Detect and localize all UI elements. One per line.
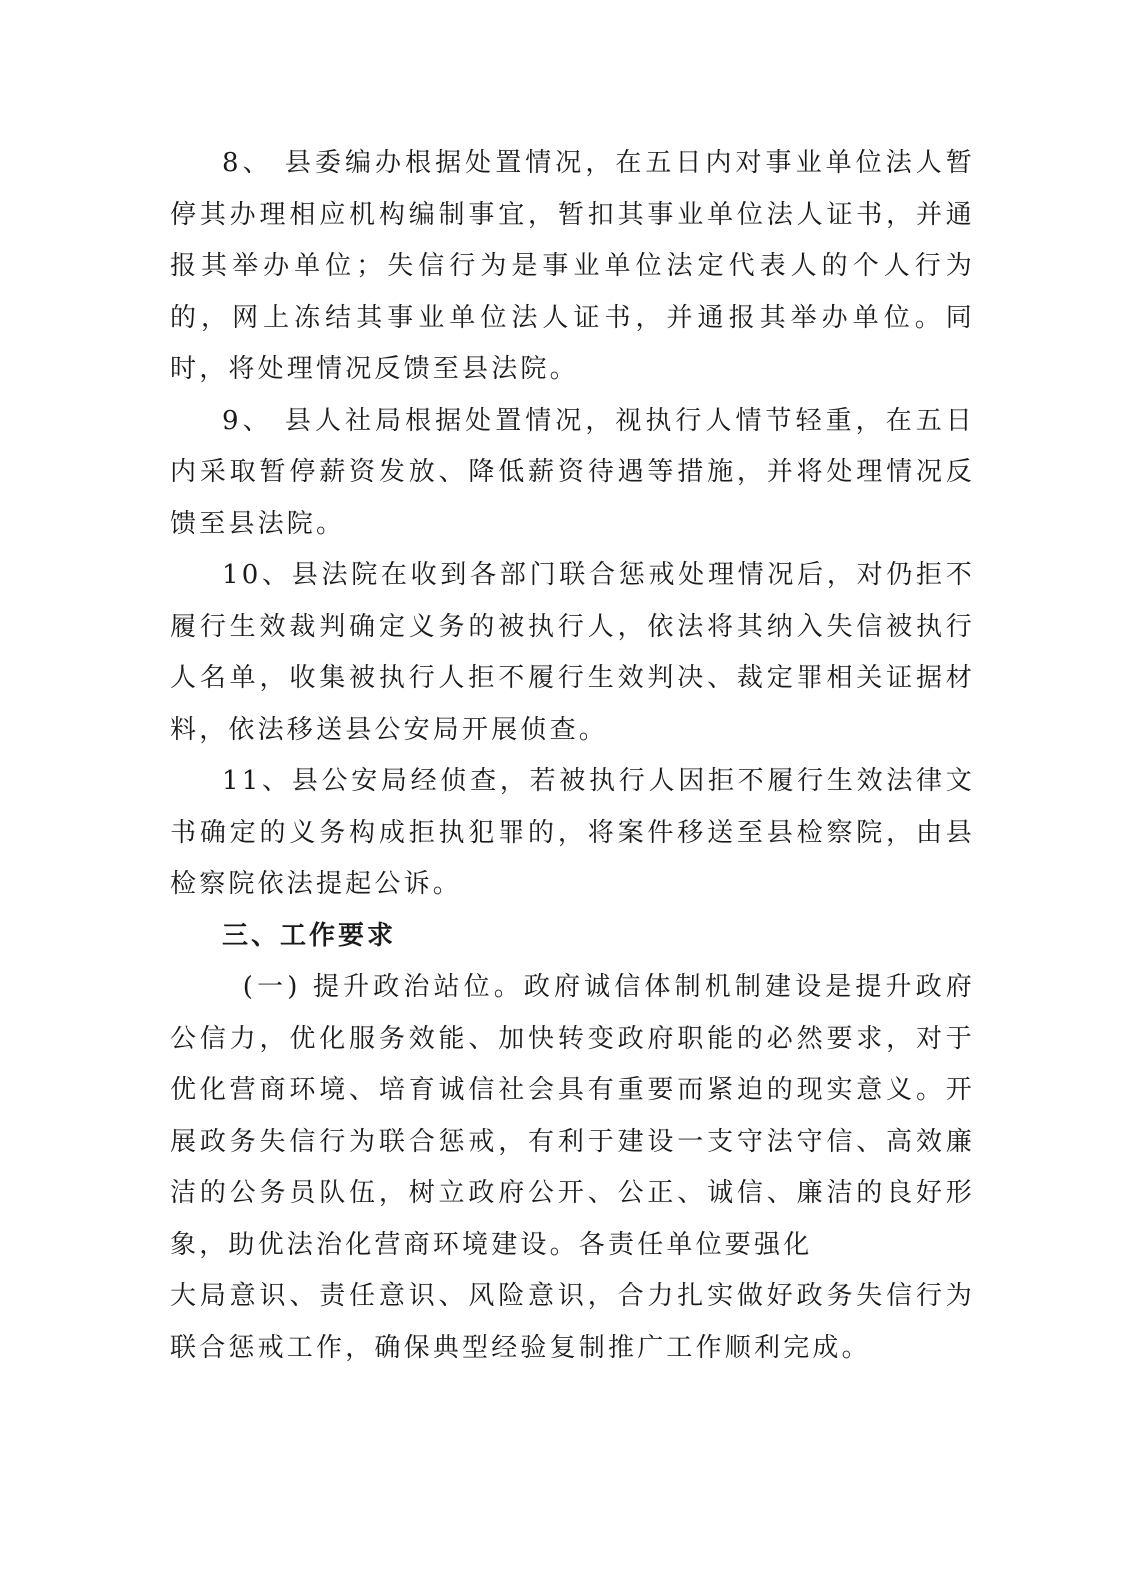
paragraph-item-8: 8、 县委编办根据处置情况，在五日内对事业单位法人暂停其办理相应机构编制事宜，暂扣其事业单位法人证书，并通报其举办单位；失信行为是事业单位法定代表人的个人行为的，网上冻结其事业单位法人证书，并通报其举办单位。同时，将处理情况反馈至县法院。 [170,148,975,384]
subsection-political-stance: (一) 提升政治站位。政府诚信体制机制建设是提升政府公信力，优化服务效能、加快转变政府职能的必然要求，对于优化营商环境、培育诚信社会具有重要而紧迫的现实意义。开展政务失信行为联合惩戒，有利于建设一支守法守信、高效廉洁的公务员队伍，树立政府公开、公正、诚信、廉洁的良好形象，助优法治化营商环境建设。各责任单位要强化 [170,972,975,1260]
subsection-political-stance-continued: 大局意识、责任意识、风险意识，合力扎实做好政务失信行为联合惩戒工作，确保典型经验复制推广工作顺利完成。 [170,1281,975,1363]
paragraph-item-10: 10、县法院在收到各部门联合惩戒处理情况后，对仍拒不履行生效裁判确定义务的被执行人，依法将其纳入失信被执行人名单，收集被执行人拒不履行生效判决、裁定罪相关证据材料，依法移送县公安局开展侦查。 [170,560,975,745]
paragraph-item-11: 11、县公安局经侦查，若被执行人因拒不履行生效法律文书确定的义务构成拒执犯罪的，将案件移送至县检察院，由县检察院依法提起公诉。 [170,766,975,899]
paragraph-item-9: 9、 县人社局根据处置情况，视执行人情节轻重，在五日内采取暂停薪资发放、降低薪资待遇等措施，并将处理情况反馈至县法院。 [170,405,975,539]
section-heading-work-requirements: 三、工作要求 [222,920,397,951]
document-body [170,138,975,1374]
